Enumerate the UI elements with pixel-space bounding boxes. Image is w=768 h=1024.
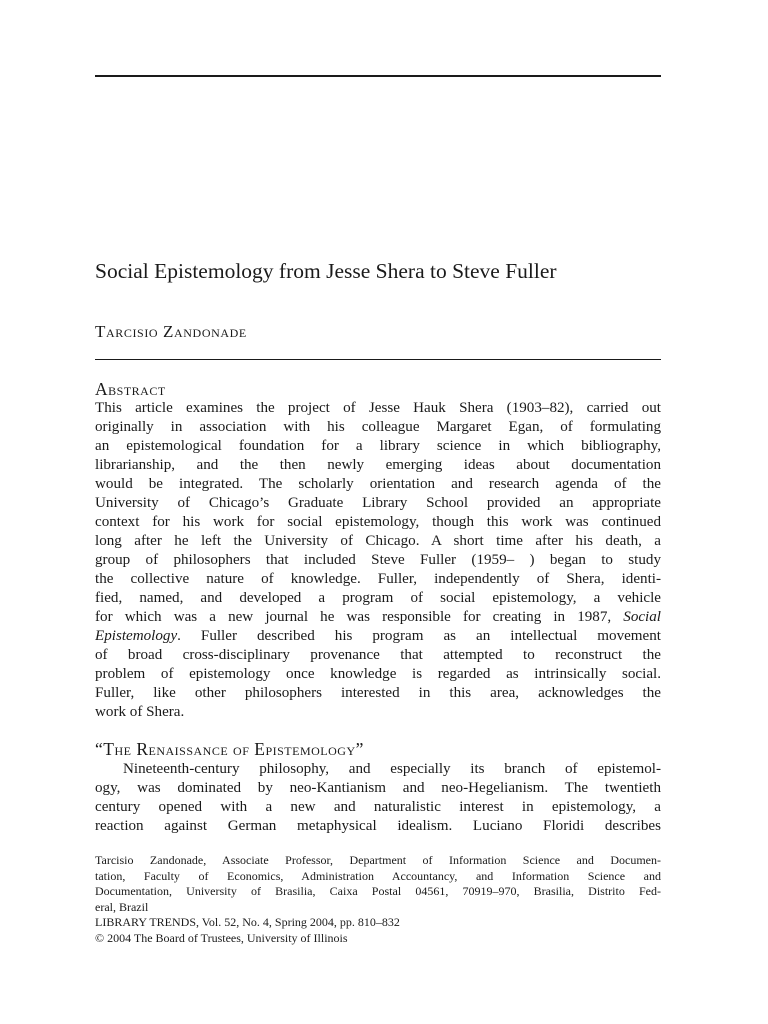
abstract-line: University of Chicago’s Graduate Library School provided an appropriate	[95, 495, 661, 511]
abstract-line: long after he left the University of Chicago. A short time after his death, a	[95, 533, 661, 549]
abstract-line: fied, named, and developed a program of social epistemology, a vehicle	[95, 590, 661, 606]
journal-citation: LIBRARY TRENDS, Vol. 52, No. 4, Spring 2004, pp. 810–832	[95, 915, 400, 929]
abstract-line	[95, 627, 661, 646]
footnote-line: Documentation, University of Brasilia, Caixa Postal 04561, 70919–970, Brasilia, Distrito Fed-	[95, 884, 661, 898]
article-author: Tarcisio Zandonade	[95, 322, 247, 341]
abstract-line: the collective nature of knowledge. Fuller, independently of Shera, identi-	[95, 571, 661, 587]
abstract-line: context for his work for social epistemology, though this work was continued	[95, 514, 661, 530]
body-line: Nineteenth-century philosophy, and especially its branch of epistemol-	[123, 761, 661, 777]
abstract-line: originally in association with his colleague Margaret Egan, of formulating	[95, 419, 661, 435]
body-line: ogy, was dominated by neo-Kantianism and neo-Hegelianism. The twentieth	[95, 780, 661, 796]
footnote-line: eral, Brazil	[95, 899, 149, 914]
abstract-line: an epistemological foundation for a library science in which bibliography,	[95, 438, 661, 454]
header-divider	[95, 359, 661, 360]
abstract-line-text: . Fuller described his program as an intellectual movement	[177, 628, 661, 644]
author-footnote	[95, 853, 661, 946]
journal-title-italic: Social	[623, 609, 661, 625]
abstract-line	[95, 608, 661, 627]
abstract-body	[95, 399, 661, 722]
copyright-line: © 2004 The Board of Trustees, University of Illinois	[95, 930, 348, 945]
footnote-line: tation, Faculty of Economics, Administration Accountancy, and Information Science and	[95, 868, 661, 883]
abstract-line: This article examines the project of Jesse Hauk Shera (1903–82), carried out	[95, 400, 661, 416]
abstract-line: of broad cross-disciplinary provenance that attempted to reconstruct the	[95, 647, 661, 663]
body-line: reaction against German metaphysical idealism. Luciano Floridi describes	[95, 818, 661, 834]
section-heading: “The Renaissance of Epistemology”	[95, 739, 364, 759]
top-rule	[95, 75, 661, 77]
abstract-line: librarianship, and the then newly emerging ideas about documentation	[95, 457, 661, 473]
abstract-line: group of philosophers that included Steve Fuller (1959– ) began to study	[95, 552, 661, 568]
abstract-line: problem of epistemology once knowledge is regarded as intrinsically social.	[95, 666, 661, 682]
abstract-line: would be integrated. The scholarly orientation and research agenda of the	[95, 476, 661, 492]
body-line: century opened with a new and naturalistic interest in epistemology, a	[95, 799, 661, 815]
abstract-line: Fuller, like other philosophers interested in this area, acknowledges the	[95, 685, 661, 701]
abstract-line: work of Shera.	[95, 704, 185, 720]
abstract-line-text: for which was a new journal he was responsible for creating in 1987,	[95, 609, 612, 625]
article-title: Social Epistemology from Jesse Shera to Steve Fuller	[95, 259, 557, 283]
abstract-heading: Abstract	[95, 379, 166, 399]
journal-title-italic: Epistemology	[95, 628, 178, 644]
section-body	[95, 760, 661, 836]
footnote-line: Tarcisio Zandonade, Associate Professor, Department of Information Science and Documen-	[95, 853, 661, 867]
